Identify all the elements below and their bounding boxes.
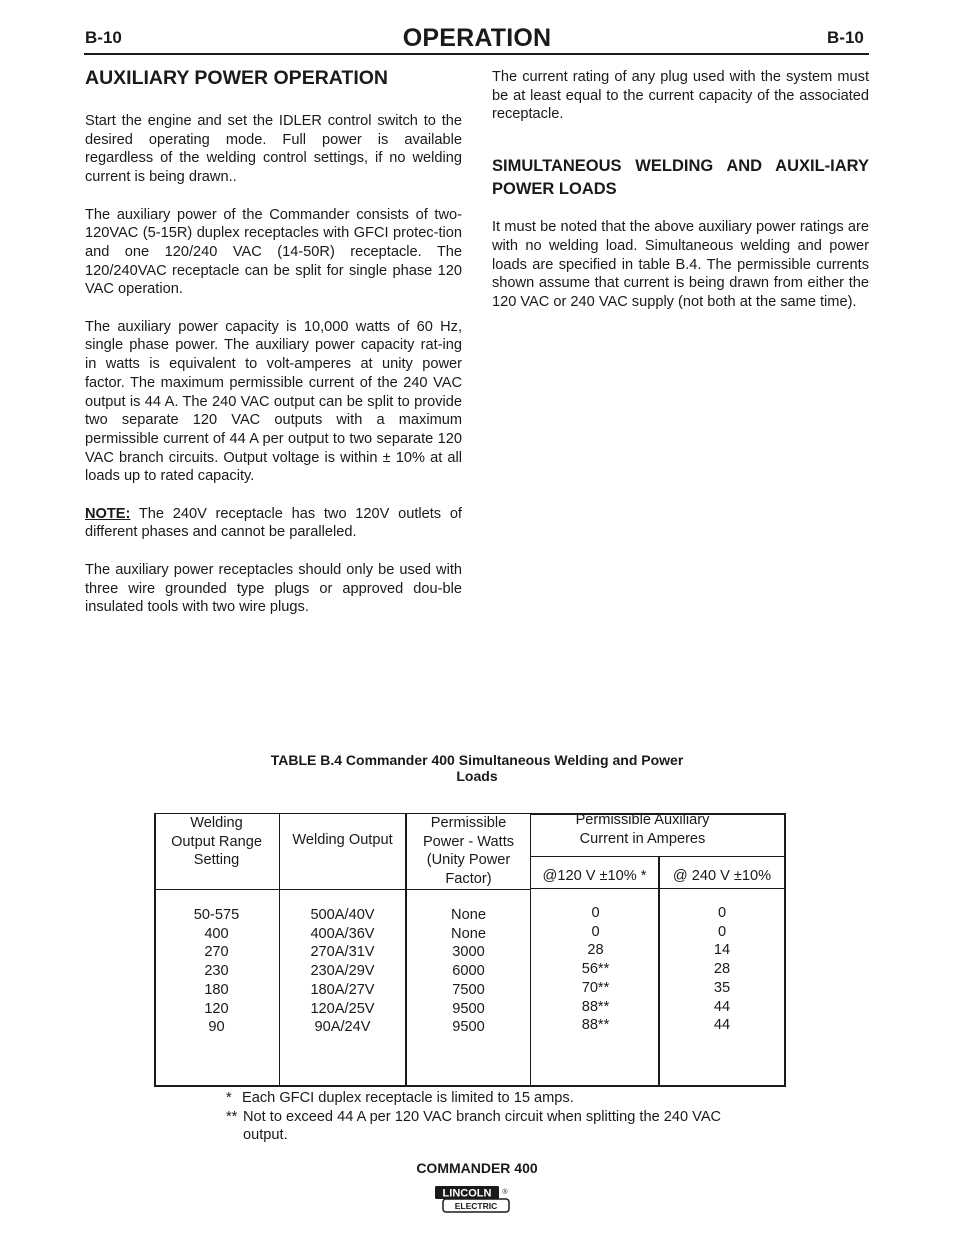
header-line: Current in Amperes xyxy=(579,830,706,847)
table-cell: 0 xyxy=(591,923,600,940)
column-amps-240 xyxy=(660,904,784,1035)
footnote-text: Each GFCI duplex receptacle is limited to 15 amps. xyxy=(242,1090,574,1106)
table-cell: 35 xyxy=(713,979,731,996)
header-line: Welding xyxy=(190,815,243,831)
header-line: Power - Watts xyxy=(422,833,515,850)
table-cell: None xyxy=(451,925,486,942)
header-line: Permissible Auxiliary xyxy=(575,812,710,828)
table-cell: 270 xyxy=(204,944,229,961)
table-cell: 120A/25V xyxy=(310,1000,375,1017)
table-cell: 3000 xyxy=(452,944,485,961)
paragraph: The current rating of any plug used with the system must be at least equal to the current capacity of the associated receptacle. xyxy=(492,69,869,123)
table-cell: 44 xyxy=(713,1017,731,1034)
header-line: Permissible xyxy=(430,815,507,831)
header-permissible-power xyxy=(407,814,530,889)
header-output-range-setting xyxy=(154,814,279,870)
table-cell: 44 xyxy=(713,998,731,1015)
table-cell: 28 xyxy=(587,942,604,959)
page-title: OPERATION xyxy=(402,24,552,52)
section-heading-auxiliary-power: AUXILIARY POWER OPERATION xyxy=(85,67,388,89)
table-cell: 7500 xyxy=(452,981,485,998)
table-caption-line: TABLE B.4 Commander 400 Simultaneous Welding and Power xyxy=(270,752,684,768)
header-line: Setting xyxy=(193,852,240,869)
paragraph: The auxiliary power capacity is 10,000 watts of 60 Hz, single phase power. The auxiliary power capacity rat-ing in watts is equivalent to volt-amperes at unity power factor. The maximum permissible current of the 240 VAC output is 44 A. The 240 VAC output can be split to provide two separate 120 VAC outputs with a maximum permissible current of 44 A per output to two separate 120 VAC branch circuits. Output voltage is within ± 10% at all loads up to rated capacity. xyxy=(85,318,462,485)
header-line: Factor) xyxy=(445,871,492,888)
logo-registered-mark: ® xyxy=(502,1189,508,1196)
table-cell: 120 xyxy=(204,1000,229,1017)
table-cell: 0 xyxy=(717,923,727,940)
header-welding-output: Welding Output xyxy=(292,832,393,848)
page-number-left: B-10 xyxy=(85,28,122,47)
table-cell: 0 xyxy=(591,905,600,921)
table-cell: 88** xyxy=(581,1017,610,1034)
footnote xyxy=(226,1108,746,1145)
column-amps-120 xyxy=(531,904,658,1035)
paragraph: The auxiliary power receptacles should only be used with three wire grounded type plugs or approved dou-ble insulated tools with two wire plugs. xyxy=(85,561,462,616)
header-permissible-current-group xyxy=(531,811,784,848)
table-cell: 0 xyxy=(717,905,727,921)
header-line: (Unity Power xyxy=(426,852,511,869)
table-cell: 500A/40V xyxy=(310,907,375,923)
table-caption-line: Loads xyxy=(456,767,498,784)
table-cell: 50-575 xyxy=(193,907,240,923)
footnote-text: Not to exceed 44 A per 120 VAC branch circuit when splitting the 240 VAC output. xyxy=(243,1108,722,1144)
note-paragraph xyxy=(85,505,462,542)
table-footnotes xyxy=(226,1089,746,1145)
table-cell: 14 xyxy=(713,942,731,959)
table-cell: 180A/27V xyxy=(310,981,375,998)
note-text: The 240V receptacle has two 120V outlets of different phases and cannot be paralleled. xyxy=(85,505,462,541)
table-cell: 28 xyxy=(713,961,731,978)
paragraph: Start the engine and set the IDLER control switch to the desired operating mode. Full power is available regardless of the welding control settings, if no welding current is being drawn.. xyxy=(85,113,462,186)
left-column xyxy=(85,66,462,617)
logo-text-bottom: ELECTRIC xyxy=(454,1201,498,1211)
section-heading-simultaneous-loads: SIMULTANEOUS WELDING AND AUXIL-IARY POWER LOADS xyxy=(492,157,869,199)
paragraph: The auxiliary power of the Commander consists of two-120VAC (5-15R) duplex receptacles with GFCI protec-tion and one 120/240 VAC (14-50R) receptacle. The 120/240VAC receptacle can be split for single phase 120 VAC operation. xyxy=(85,206,462,298)
table-cell: 56** xyxy=(581,961,610,978)
footer-model-name: COMMANDER 400 xyxy=(416,1160,538,1176)
lincoln-electric-logo xyxy=(434,1185,512,1215)
table-cell: 70** xyxy=(581,979,610,996)
header-120v: @120 V ±10% * xyxy=(542,868,647,884)
column-output xyxy=(280,906,405,1037)
header-240v: @ 240 V ±10% xyxy=(672,868,772,884)
column-setting xyxy=(154,906,279,1037)
header-divider-left xyxy=(154,889,530,890)
footnote-mark: * xyxy=(226,1090,232,1106)
table-cell: 270A/31V xyxy=(310,944,375,961)
table-cell: 400 xyxy=(204,925,229,942)
table-border-bottom xyxy=(154,1085,786,1087)
note-label: NOTE: xyxy=(85,505,131,522)
page-number-right: B-10 xyxy=(827,28,864,47)
table-cell: 6000 xyxy=(452,963,485,980)
table-cell: 90 xyxy=(208,1019,225,1036)
column-watts xyxy=(407,906,530,1037)
table-cell: 230 xyxy=(204,963,229,980)
table-cell: 90A/24V xyxy=(314,1019,371,1036)
table-border-right xyxy=(784,813,786,1087)
logo-text-top: LINCOLN xyxy=(442,1187,492,1200)
table-cell: 9500 xyxy=(452,1000,485,1017)
footnote xyxy=(226,1089,746,1108)
table-cell: 88** xyxy=(581,998,610,1015)
table-cell: 400A/36V xyxy=(310,925,375,942)
table-cell: 180 xyxy=(204,981,229,998)
footnote-mark: ** xyxy=(226,1108,238,1125)
load-table xyxy=(154,813,786,1087)
table-cell: 9500 xyxy=(452,1019,485,1036)
header-line: Output Range xyxy=(171,833,262,850)
table-cell: None xyxy=(451,907,486,923)
table-caption xyxy=(0,753,954,784)
right-column xyxy=(492,68,869,312)
table-cell: 230A/29V xyxy=(310,963,375,980)
header-divider xyxy=(84,53,869,55)
paragraph: It must be noted that the above auxiliary power ratings are with no welding load. Simultaneous welding and power loads are specified in table B.4. The permissible currents shown assume that current is being drawn from either the 120 VAC or 240 VAC supply (not both at the same time). xyxy=(492,219,869,310)
